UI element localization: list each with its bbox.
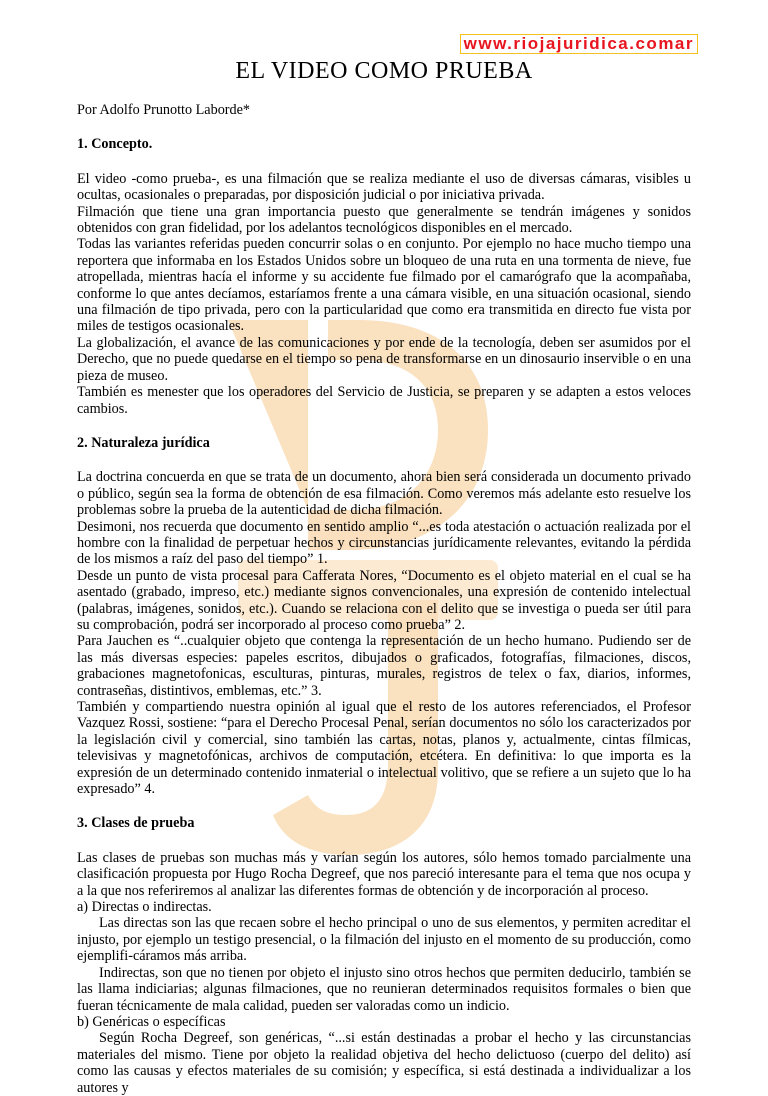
paragraph: Desimoni, nos recuerda que documento en sentido amplio “...es toda atestación o actuación realizada por el hombre con la finalidad de perpetuar hechos y circunstancias jurídicamente relevantes, evitando la pérdida de los mismos a raíz del paso del tiempo” 1. [77, 518, 691, 568]
website-url[interactable]: www.riojajuridica.comar [460, 34, 698, 54]
paragraph: También es menester que los operadores del Servicio de Justicia, se preparen y se adapten a estos veloces cambios. [77, 384, 691, 417]
paragraph: La globalización, el avance de las comunicaciones y por ende de la tecnología, deben ser asumidos por el Derecho, que no puede quedarse en el tiempo so pena de transformarse en un dinosaurio inservible o en una pieza de museo. [77, 334, 691, 384]
section-heading-concepto: 1. Concepto. [77, 136, 153, 153]
section-heading-naturaleza: 2. Naturaleza jurídica [77, 434, 210, 451]
paragraph: Desde un punto de vista procesal para Cafferata Nores, “Documento es el objeto material en el cual se ha asentado (grabado, impreso, etc.) mediante signos convencionales, una expresión de contenido intelectual (palabras, imágenes, sonidos, etc.). Cuando se relaciona con el delito que se investiga o pueda ser útil para su comprobación, podrá ser incorporado al proceso como prueba” 2. [77, 567, 691, 633]
list-item-label-b: b) Genéricas o específicas [77, 1013, 226, 1030]
paragraph: Indirectas, son que no tienen por objeto el injusto sino otros hechos que permiten deducirlo, también se las llama indiciarias; algunas filmaciones, que no reunieran determinados requisitos formales o bien que fueran técnicamente de mala calidad, pueden ser valoradas como un indicio. [77, 964, 691, 1014]
paragraph: La doctrina concuerda en que se trata de un documento, ahora bien será considerada un documento privado o público, según sea la forma de obtención de esa filmación. Como veremos más adelante esto resuelve los problemas sobre la prueba de la autenticidad de dicha filmación. [77, 469, 691, 519]
paragraph: Para Jauchen es “..cualquier objeto que contenga la representación de un hecho humano. Pudiendo ser de las más diversas especies: papeles escritos, dibujados o graficados, fotografías, filmaciones, discos, grabaciones magnetofonicas, esculturas, pinturas, murales, registros de telex o fax, diarios, informes, contraseñas, distintivos, emblemas, etc.” 3. [77, 633, 691, 699]
document-title: EL VIDEO COMO PRUEBA [235, 58, 533, 84]
section-heading-clases: 3. Clases de prueba [77, 815, 195, 832]
paragraph: También y compartiendo nuestra opinión al igual que el resto de los autores referenciados, el Profesor Vazquez Rossi, sostiene: “para el Derecho Procesal Penal, serían documentos no sólo los caracterizados por la legislación civil y comercial, sino también las cartas, notas, planos y, actualmente, cintas fílmicas, televisivas y magnetofónicas, archivos de computación, etcétera. En definitiva: lo que importa es la expresión de un determinado contenido inmaterial o intelectual volitivo, que se refiere a un sujeto que lo ha expresado” 4. [77, 699, 691, 798]
paragraph: Filmación que tiene una gran importancia puesto que generalmente se tendrán imágenes y sonidos obtenidos con gran fidelidad, por los adelantos tecnológicos disponibles en el mercado. [77, 203, 691, 237]
paragraph: Las directas son las que recaen sobre el hecho principal o uno de sus elementos, y permiten acreditar el injusto, por ejemplo un testigo presencial, o la filmación del injusto en el momento de su producción, como ejemplifi-cáramos más arriba. [77, 915, 691, 965]
paragraph: El video -como prueba-, es una filmación que se realiza mediante el uso de diversas cámaras, visibles u ocultas, ocasionales o preparadas, por disposición judicial o por iniciativa privada. [77, 170, 691, 204]
paragraph: Las clases de pruebas son muchas más y varían según los autores, sólo hemos tomado parcialmente una clasificación propuesta por Hugo Rocha Degreef, que nos pareció interesante para el tema que nos ocupa y a la que nos referiremos al analizar las diferentes formas de obtención y de incorporación al proceso. [77, 849, 691, 899]
paragraph: Todas las variantes referidas pueden concurrir solas o en conjunto. Por ejemplo no hace mucho tiempo una reportera que informaba en los Estados Unidos sobre un bloqueo de una ruta en una tormenta de nieve, fue atropellada, mientras hacía el informe y su accidente fue filmado por el camarógrafo que la acompañaba, conforme lo que antes decíamos, estaríamos frente a una cámara visible, en una situación ocasional, siendo una filmación de tipo privada, pero con la particularidad que como era transmitida en directo fue vista por miles de testigos ocasionales. [77, 236, 691, 335]
list-item-label-a: a) Directas o indirectas. [77, 899, 212, 916]
document-body [77, 102, 691, 1096]
author-line: Por Adolfo Prunotto Laborde* [77, 102, 250, 118]
paragraph: Según Rocha Degreef, son genéricas, “...si están destinadas a probar el hecho y las circunstancias materiales del mismo. Tiene por objeto la realidad objetiva del hecho delictuoso (cuerpo del delito) así como las causas y efectos materiales de su comisión; y específica, si está destinada a individualizar a los autores y [77, 1030, 691, 1096]
